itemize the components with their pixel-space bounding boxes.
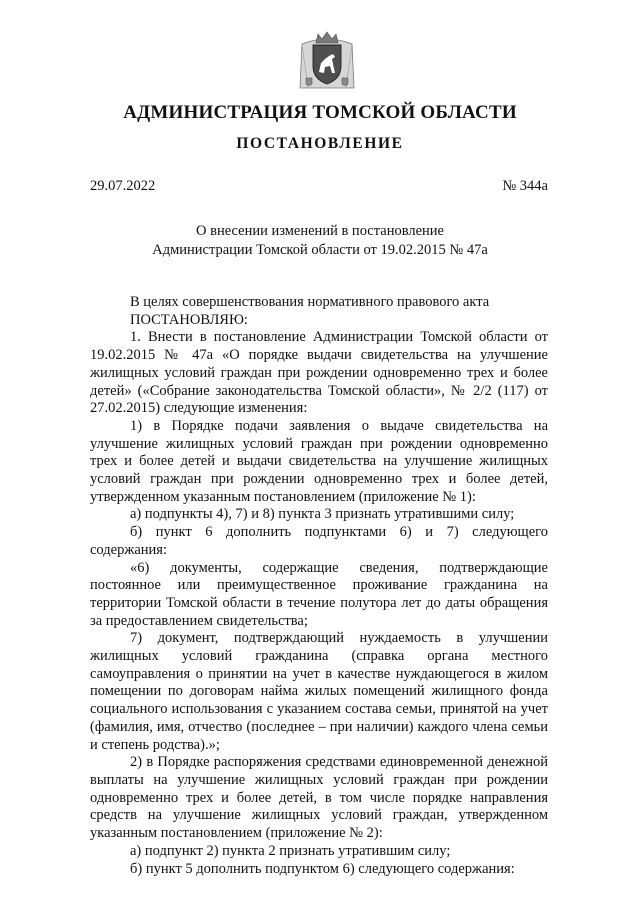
new-item-7: 7) документ, подтверждающий нуждаемость в улучшении жилищных условий гражданина (справка органа местного самоуправления о принятии на учет в качестве нуждающегося в жилом помещении по договорам найма жилых помещений жилищного фонда социального использования с указанием состава семьи, принятой на учет (фамилия, имя, отчество (последнее – при наличии) каждого члена семьи и степень родства).»; xyxy=(90,630,548,753)
coat-of-arms-icon xyxy=(298,30,356,90)
document-date: 29.07.2022 xyxy=(90,178,156,194)
subclause-2-b: б) пункт 5 дополнить подпунктом 6) следующего содержания: xyxy=(130,860,515,877)
document-type: ПОСТАНОВЛЕНИЕ xyxy=(236,135,404,152)
document-subject xyxy=(0,222,640,260)
document-number: № 344а xyxy=(502,178,548,194)
document-body xyxy=(90,294,548,878)
subclause-1-a: а) подпункты 4), 7) и 8) пункта 3 признать утратившими силу; xyxy=(130,506,515,523)
decree-word: ПОСТАНОВЛЯЮ: xyxy=(130,311,248,328)
subclause-2: 2) в Порядке распоряжения средствами единовременной денежной выплаты на улучшение жилищных условий граждан при рождении одновременно трех и более детей, в том числе порядке направления средств на улучшение жилищных условий граждан, утвержденном указанным постановлением (приложение № 2): xyxy=(90,754,548,842)
subclause-1-b: б) пункт 6 дополнить подпунктами 6) и 7) следующего содержания: xyxy=(90,524,548,558)
preamble: В целях совершенствования нормативного правового акта xyxy=(130,294,490,310)
subject-line-2: Администрации Томской области от 19.02.2015 № 47а xyxy=(152,242,488,258)
clause-1: 1. Внести в постановление Администрации Томской области от 19.02.2015 № 47а «О порядке выдачи свидетельства на улучшение жилищных условий граждан при рождении одновременно трех и более детей» («Собрание законодательства Томской области», № 2/2 (117) от 27.02.2015) следующие изменения: xyxy=(90,329,548,417)
organization-title: АДМИНИСТРАЦИЯ ТОМСКОЙ ОБЛАСТИ xyxy=(123,102,517,123)
new-item-6: «6) документы, содержащие сведения, подтверждающие постоянное или преимущественное проживание гражданина на территории Томской области в течение полутора лет до даты обращения за предоставлением свидетельства; xyxy=(90,559,548,629)
subject-line-1: О внесении изменений в постановление xyxy=(196,223,444,239)
subclause-1: 1) в Порядке подачи заявления о выдаче свидетельства на улучшение жилищных условий граждан при рождении одновременно трех и более детей и выдачи свидетельства на улучшение жилищных условий граждан при рождении одновременно трех и более детей, утвержденном указанным постановлением (приложение № 1): xyxy=(90,417,548,505)
subclause-2-a: а) подпункт 2) пункта 2 признать утратившим силу; xyxy=(130,842,451,859)
